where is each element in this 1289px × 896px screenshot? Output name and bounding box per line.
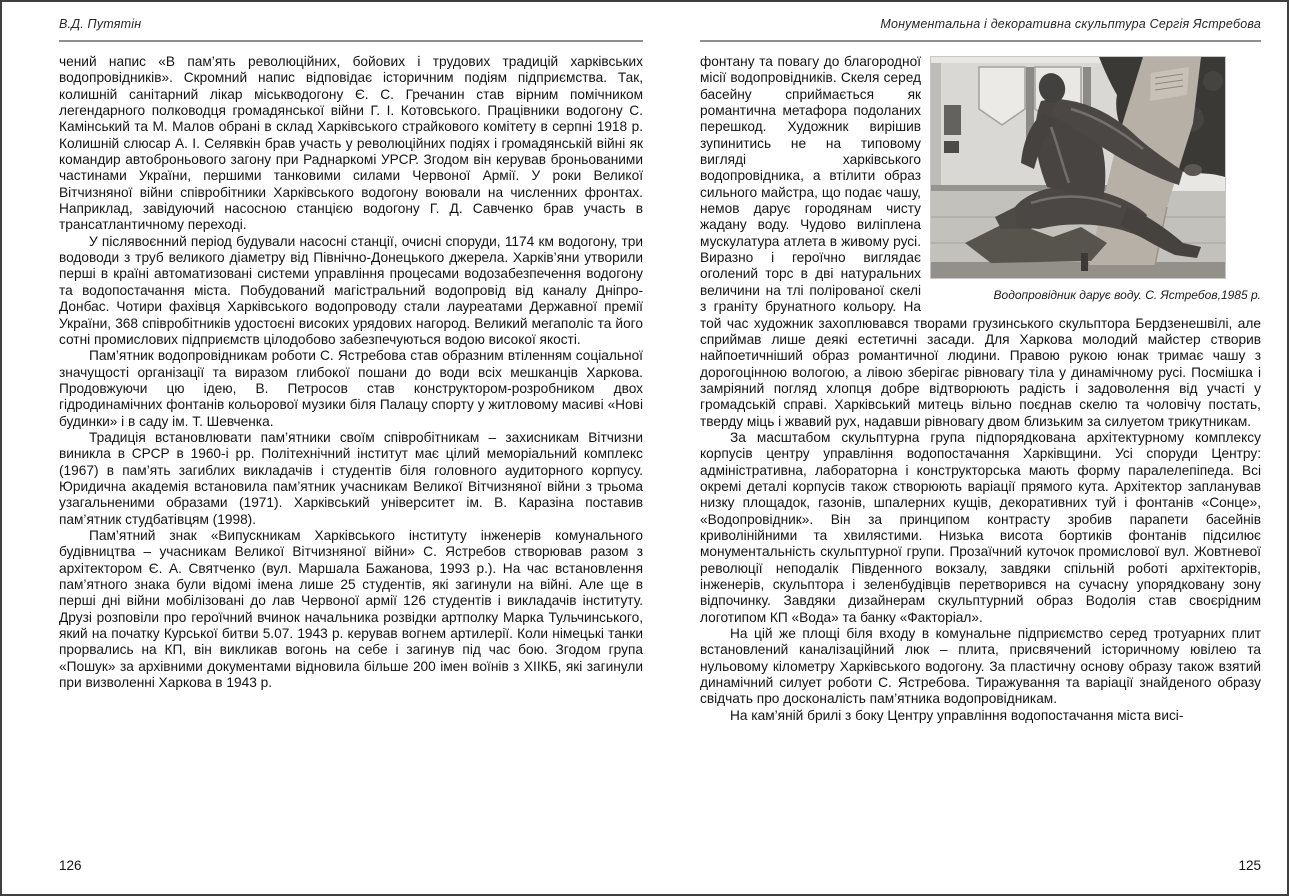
paragraph: На кам’яній брилі з боку Центру управління водопостачання міста висі- [730,707,1184,723]
right-header-chapter-title: Монументальна і декоративна скульптура Сергія Ястребова [880,17,1261,31]
paragraph: На цій же площі біля входу в комунальне підприємство серед тротуарних плит встановлений каналізаційний люк – плита, присвячений історичному ювілею та нульовому кілометру Харківського водогону. За пластичну основу образу також взятий динамічний силует роботи С. Ястребова. Тиражування та варіації знайденого образу свідчать про досконалість пам’ятника водопровідникам. [700,626,1261,707]
right-page-text [700,54,1261,724]
left-running-head [59,2,643,42]
monument-figure [930,56,1261,302]
right-page [700,2,1261,894]
paragraph: Пам’ятний знак «Випускникам Харківського інституту інженерів комунального будівництва – учасникам Великої Вітчизняної війни» С. Ястребов створював разом з архітектором Є. А. Святченко (вул. Маршала Бажанова, 1993 р.). На час встановлення пам’ятного знака були відомі імена лише 25 студентів, які загинули на війні. Але ще в перші дні війни мобілізовані до лав Червоної армії 126 студентів і викладачів інституту. Друзі розповіли про героїчний вчинок начальника розвідки артполку Марка Тульчинського, який на початку Курської битви 5.07. 1943 р. керував вогнем артилерії. Коли німецькі танки прорвались на КП, він викликав вогонь на себе і загинув під час бою. Згодом група «Пошук» за архівними документами відновила більше 200 імен воїнів з ХІІКБ, які загинули при визволенні Харкова в 1943 р. [59,527,643,691]
left-page-text [59,54,643,691]
right-page-number: 125 [1238,858,1261,873]
left-page [59,2,643,894]
paragraph: За масштабом скульптурна група підпорядкована архітектурному комплексу корпусів центру управління водопостачання Харківщини. Усі споруди Центру: адміністративна, лабораторна і конструкторська мають форму паралелепіпеда. Всі окремі деталі корпусів також створюють варіації прямого кута. Архітектор запланував низку площадок, газонів, шпалерних кущів, декоративних туй і фонтанів «Сонце», «Водопровідник». Він за принципом контрасту зробив парапети басейнів криволінійними та хвилястими. Низька висота бортиків фонтанів підсилює монументальність скульптурної групи. Прозаїчний куточок промислової вул. Жовтневої революції неподалік Південного вокзалу, завдяки спільній роботі архітекторів, інженерів, скульптора і зеленбудівців перетворився на сучасну упорядковану зону відпочинку. Завдяки дизайнерам скульптурний образ Водолія став своєрідним логотипом КП «Вода» та банку «Факторіал». [700,429,1261,625]
figure-caption: Водопровідник дарує воду. С. Ястребов,1985 р. [993,288,1261,302]
paragraph: чений напис «В пам’ять революційних, бойових і трудових традицій харківських водопровідників». Скромний напис відповідає історичним подіям підприємства. Так, колишній санітарний лікар міськводогону Є. С. Гречанин став вірним помічником легендарного полководця громадянської війни Г. І. Котовського. Працівники водогону С. Камінський та М. Малов обрані в склад Харківського страйкового комітету в серпні 1918 р. Колишній слюсар А. І. Селявкін брав участь у революційних подіях і громадянській війні як командир автоброньового загону при Раднаркомі УРСР. Згодом він керував броньованими частинами України, першими танковими силами Червоної Армії. У роки Великої Вітчизняної війни співробітники Харківського водогону воювали на численних фронтах. Наприклад, завідуючий насосною станцією водогону Г. Д. Савченко брав участь в трансатлантичному переході. [59,54,643,233]
right-running-head [700,2,1261,42]
monument-photo-illustration [931,57,1225,278]
paragraph: Пам’ятник водопровідникам роботи С. Ястребова став образним втіленням соціальної значущості організації та виразом глибокої пошани до води всіх мешканців Харкова. Продовжуючи цю ідею, В. Петросов став конструктором-розробником двох гідродинамічних фонтанів кольорової музики біля Палацу спорту у житловому масиві «Нові будинки» і в саду ім. Т. Шевченка. [59,348,643,429]
left-page-number: 126 [59,858,82,873]
left-header-author: В.Д. Путятін [59,17,142,31]
paragraph: фонтану та повагу до благородної місії водопровідників. Скеля серед басейну сприймається як романтична метафора подоланих перешкод. Художник вирішив зупинитись не на типовому вигляді харківського водопровідника, а втілити образ сильного майстра, що подає чашу, немов дарує городянам чисту жадану воду. Чудово виліплена мускулатура атлета в живому русі. Виразно і героїчно виглядає оголений торс в дві натуральних величини на тлі полірованої скелі з граніту брунатного кольору. На той час художник захоплювався творами грузинського скульптора Бердзенешвілі, але сприймав лише деякі естетичні засади. Для Харкова молодий майстер створив найпоетичніший образ романтичної людини. Правою рукою юнак тримає чашу з дорогоцінною вологою, а лівою зберігає рівновагу тіла у динамічному русі. Посмішка і замріяний погляд хлопця добре відтворюють радість і задоволення від участі у громадській справі. Харківський митець вільно поєднав скелю та чоловічу постать, тверду міць і жвавий рух, надавши рівновагу двом близьким за силуетом трикутникам. [700,54,1261,429]
paragraph: У післявоєнний період будували насосні станції, очисні споруди, 1174 км водогону, три водоводи з труб великого діаметру від Північно-Донецького джерела. Харків’яни утворили перші в країні автоматизовані системи управління процесами водозабезпечення водогону та водопостачання міста. Побудований магістральний водопровід від каналу Дніпро-Донбас. Чотири фахівця Харківського водопроводу стали лауреатами Державної премії України, 368 співробітників удостоєні високих урядових нагород. Великий мегаполіс та його сотні промислових підприємств цілодобово забезпечуються водою високої якості. [59,233,643,347]
monument-photo [930,56,1226,279]
paragraph: Традиція встановлювати пам’ятники своїм співробітникам – захисникам Вітчизни виникла в СРСР в 1960-і рр. Політехнічний інститут має цілий меморіальний комплекс (1967) в пам’ять загиблих викладачів і студентів біля головного аудиторного корпусу. Юридична академія встановила пам’ятник учасникам Великої Вітчизняної війни з трьома узагальненими образами (1971). Харківський університет ім. В. Каразіна поставив пам’ятник студбатівцям (1998). [59,429,643,527]
